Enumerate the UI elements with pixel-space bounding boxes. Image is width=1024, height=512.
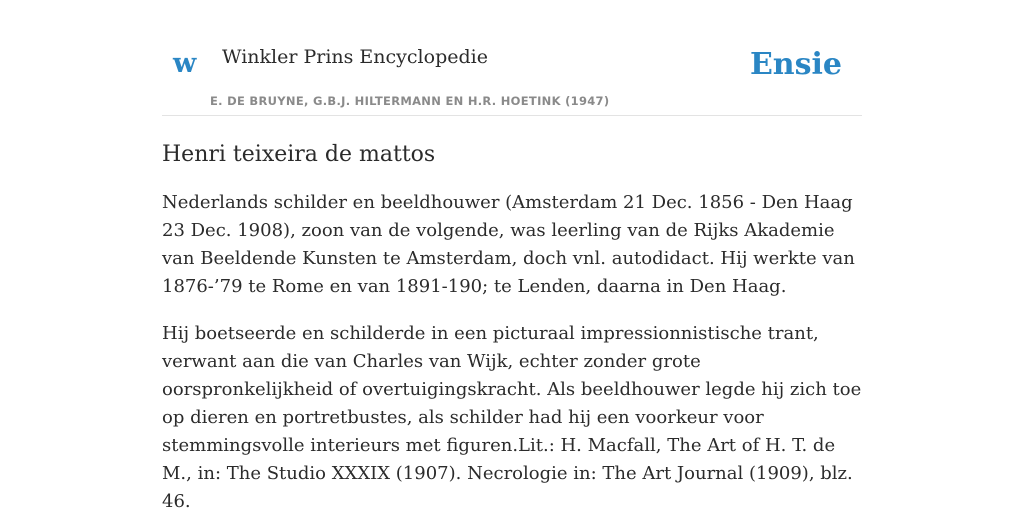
- article-title: Henri teixeira de mattos: [162, 142, 436, 167]
- winkler-prins-logo[interactable]: w: [173, 48, 197, 79]
- page: [162, 0, 862, 512]
- article-paragraph: Hij boetseerde en schilderde in een picturaal impressionnistische trant, verwant aan die van Charles van Wijk, echter zonder grote oorspronkelijkheid of overtuigingskracht. Als beeldhouwer legde hij zich toe op dieren en portretbustes, als schilder had hij een voorkeur voor stemmingsvolle interieurs met figuren.Lit.: H. Macfall, The Art of H. T. de M., in: The Studio XXXIX (1907). Necrologie in: The Art Journal (1909), blz. 46.: [162, 323, 862, 512]
- source-authors: E. DE BRUYNE, G.B.J. HILTERMANN EN H.R. HOETINK (1947): [210, 94, 610, 108]
- header: [162, 0, 862, 116]
- source-title[interactable]: Winkler Prins Encyclopedie: [222, 46, 488, 68]
- article-paragraph: Nederlands schilder en beeldhouwer (Amsterdam 21 Dec. 1856 - Den Haag 23 Dec. 1908), zoon van de volgende, was leerling van de Rijks Akademie van Beeldende Kunsten te Amsterdam, doch vnl. autodidact. Hij werkte van 1876-’79 te Rome en van 1891-190; te Lenden, daarna in Den Haag.: [162, 192, 855, 298]
- ensie-logo[interactable]: Ensie: [749, 47, 842, 82]
